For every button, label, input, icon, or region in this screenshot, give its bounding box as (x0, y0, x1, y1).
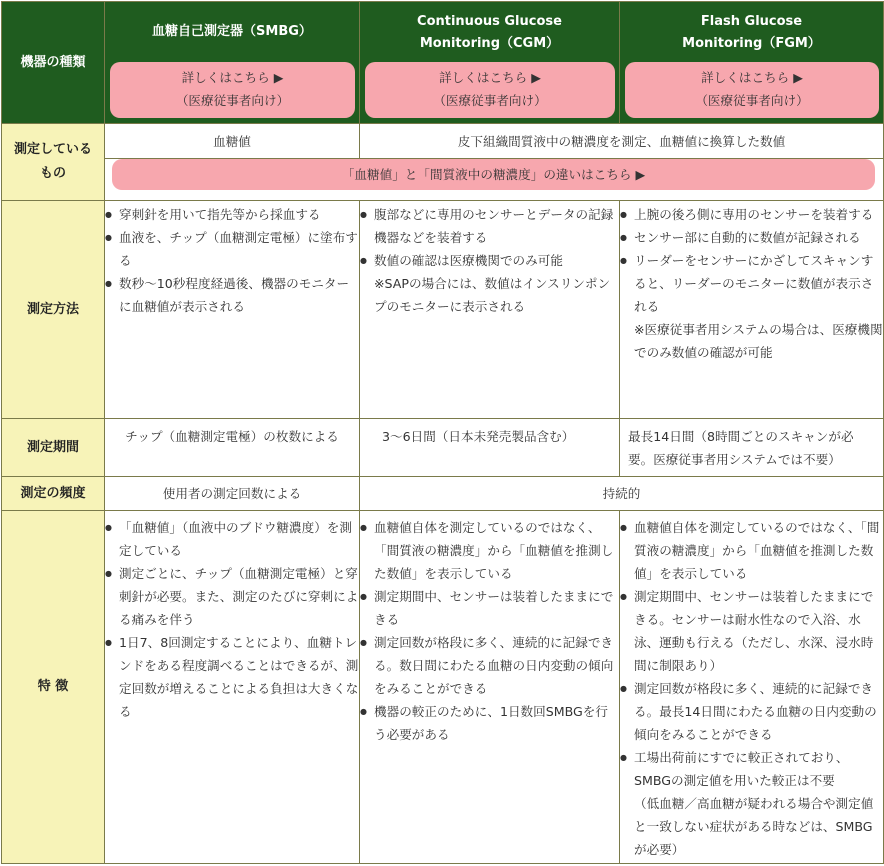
features-fgm-note: （低血糖／高血糖が疑われる場合や測定値と一致しない症状がある時などは、SMBGが必要） (634, 796, 874, 857)
frequency-smbg: 使用者の測定回数による (105, 477, 360, 511)
row-label-features: 特 徴 (2, 511, 105, 864)
method-smbg-list (105, 201, 359, 320)
method-smbg (105, 201, 360, 419)
list-item: ● 「血糖値」（血液中のブドウ糖濃度）を測定している (105, 516, 359, 562)
list-item: ● センサー部に自動的に数値が記録される (620, 226, 883, 249)
smbg-title: 血糖自己測定器（SMBG） (152, 24, 312, 39)
cgm-title: Continuous Glucose Monitoring（CGM） (417, 14, 562, 51)
header-smbg (105, 2, 360, 124)
list-item: ● 工場出荷前にすでに較正されており、SMBGの測定値を用いた較正は不要 (620, 746, 883, 792)
period-cgm: 3〜6日間（日本未発売製品含む） (360, 419, 620, 477)
list-item: ● 数秒〜10秒程度経過後、機器のモニターに血糖値が表示される (105, 272, 359, 318)
period-smbg: チップ（血糖測定電極）の枚数による (105, 419, 360, 477)
row-label-frequency: 測定の頻度 (2, 477, 105, 511)
header-fgm (620, 2, 884, 124)
features-fgm-list (620, 511, 883, 863)
features-smbg-list (105, 511, 359, 725)
list-item: ● 測定回数が格段に多く、連続的に記録できる。数日間にわたる血糖の日内変動の傾向をみることができる (360, 631, 619, 700)
fgm-title: Flash Glucose Monitoring（FGM） (682, 14, 821, 51)
list-item: ● 上腕の後ろ側に専用のセンサーを装着する (620, 203, 883, 226)
method-cgm-note: ※SAPの場合には、数値はインスリンポンプのモニターに表示される (374, 276, 611, 314)
list-item: ● 血液を、チップ（血糖測定電極）に塗布する (105, 226, 359, 272)
period-fgm: 最長14日間（8時間ごとのスキャンが必要。医療従事者用システムでは不要） (620, 419, 884, 477)
smbg-details-link[interactable]: 詳しくはこちら ▶ （医療従事者向け） (110, 62, 355, 118)
cgm-details-link[interactable]: 詳しくはこちら ▶ （医療従事者向け） (365, 62, 615, 118)
header-cgm (360, 2, 620, 124)
list-item: ● 穿刺針を用いて指先等から採血する (105, 203, 359, 226)
frequency-cgm-fgm: 持続的 (360, 477, 884, 511)
features-cgm-list (360, 511, 619, 748)
measured-smbg: 血糖値 (105, 124, 360, 159)
list-item: ● 測定期間中、センサーは装着したままにできる (360, 585, 619, 631)
list-item: ● 測定期間中、センサーは装着したままにできる。センサーは耐水性なので入浴、水泳、運動も行える（ただし、水深、浸水時間に制限あり） (620, 585, 883, 677)
list-item: ● 測定ごとに、チップ（血糖測定電極）と穿刺針が必要。また、測定のたびに穿刺による痛みを伴う (105, 562, 359, 631)
fgm-details-link[interactable]: 詳しくはこちら ▶ （医療従事者向け） (625, 62, 879, 118)
method-fgm-note: ※医療従事者用システムの場合は、医療機関でのみ数値の確認が可能 (634, 322, 883, 360)
device-comparison-table (1, 1, 884, 864)
row-label-period: 測定期間 (2, 419, 105, 477)
header-type-label: 機器の種類 (2, 2, 105, 124)
list-item: ● 数値の確認は医療機関でのみ可能 (360, 249, 619, 272)
list-item: ● 腹部などに専用のセンサーとデータの記録機器などを装着する (360, 203, 619, 249)
list-item: ● リーダーをセンサーにかざしてスキャンすると、リーダーのモニターに数値が表示される (620, 249, 883, 318)
list-item: ● 血糖値自体を測定しているのではなく、「間質液の糖濃度」から「血糖値を推測した数値」を表示している (360, 516, 619, 585)
list-item: ● 測定回数が格段に多く、連続的に記録できる。最長14日間にわたる血糖の日内変動の傾向をみることができる (620, 677, 883, 746)
row-label-method: 測定方法 (2, 201, 105, 419)
row-label-measured: 測定している もの (2, 124, 105, 201)
measured-cgm-fgm: 皮下組織間質液中の糖濃度を測定、血糖値に換算した数値 (360, 124, 884, 159)
features-cgm (360, 511, 620, 864)
list-item: ● 1日7、8回測定することにより、血糖トレンドをある程度調べることはできるが、測定回数が増えることによる負担は大きくなる (105, 631, 359, 723)
difference-link[interactable]: 「血糖値」と「間質液中の糖濃度」の違いはこちら ▶ (112, 159, 875, 190)
diff-link-cell (105, 159, 884, 201)
method-fgm-list (620, 201, 883, 366)
features-fgm (620, 511, 884, 864)
method-fgm (620, 201, 884, 419)
list-item: ● 機器の較正のために、1日数回SMBGを行う必要がある (360, 700, 619, 746)
method-cgm-list (360, 201, 619, 320)
method-cgm (360, 201, 620, 419)
list-item: ● 血糖値自体を測定しているのではなく、「間質液の糖濃度」から「血糖値を推測した数値」を表示している (620, 516, 883, 585)
features-smbg (105, 511, 360, 864)
